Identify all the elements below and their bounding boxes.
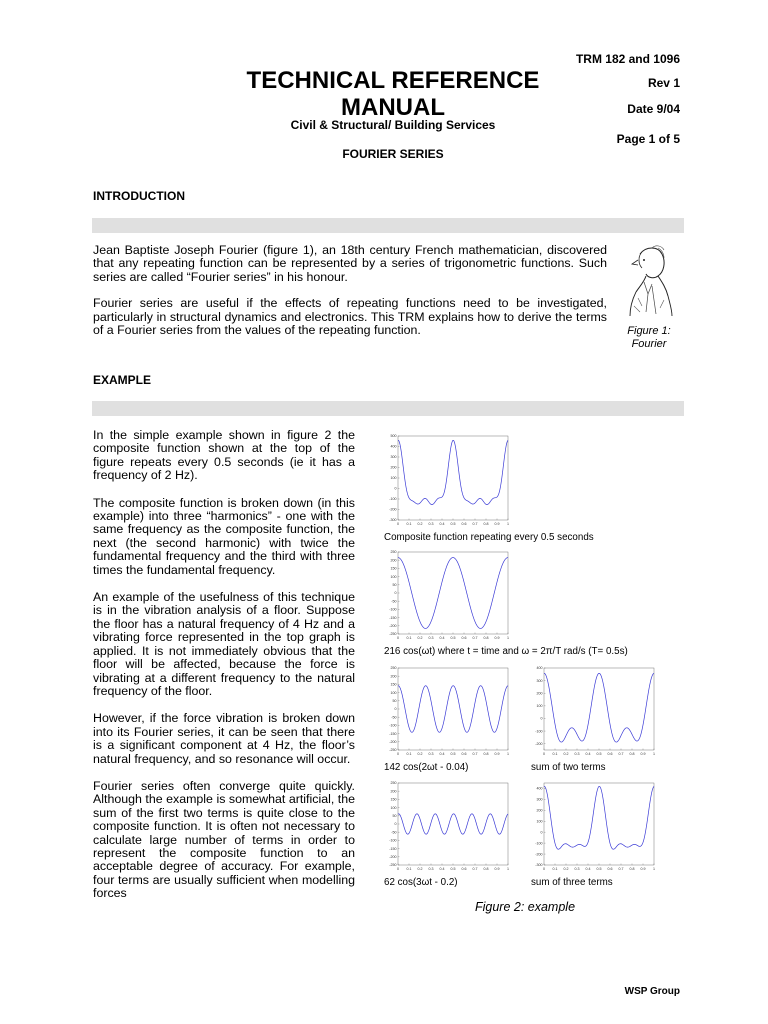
figure2-caption: Figure 2: example xyxy=(474,900,576,914)
x-tick-label: 0.2 xyxy=(417,522,423,526)
y-tick-label: 0 xyxy=(540,830,543,835)
x-tick-label: 1 xyxy=(507,636,509,640)
plot-frame xyxy=(398,436,508,520)
x-tick-label: 0.8 xyxy=(483,522,489,526)
y-tick-label: 250 xyxy=(390,781,397,786)
y-tick-label: 50 xyxy=(392,814,397,818)
x-tick-label: 0.5 xyxy=(450,636,456,640)
x-tick-label: 0 xyxy=(397,522,399,526)
y-tick-label: -300 xyxy=(535,863,543,868)
y-tick-label: -250 xyxy=(389,748,397,753)
plot-frame xyxy=(398,783,508,865)
revision: Rev 1 xyxy=(647,76,680,90)
intro-paragraph-1: Jean Baptiste Joseph Fourier (figure 1), an 18th century French mathematician, discovered that any repeating function can be represented by a series of trigonometric functions. Such series are called “Fourier series” in his honour. xyxy=(93,243,607,284)
y-tick-label: 50 xyxy=(392,699,397,703)
x-tick-label: 0.3 xyxy=(574,752,580,756)
document-title-line1: TECHNICAL REFERENCE xyxy=(246,67,540,94)
example-paragraph-2: The composite function is broken down (in this example) into three “harmonics” - one with the same frequency as the composite function, the next (the second harmonic) with twice the fundamental frequency and the third with three times the fundamental frequency. xyxy=(93,495,355,577)
series-line xyxy=(398,686,508,733)
x-tick-label: 0 xyxy=(397,636,399,640)
x-tick-label: 0.2 xyxy=(563,867,569,871)
x-tick-label: 0.6 xyxy=(461,752,467,756)
y-tick-label: 0 xyxy=(394,707,397,712)
y-tick-label: 150 xyxy=(390,566,397,571)
x-tick-label: 0.5 xyxy=(596,867,602,871)
y-tick-label: -250 xyxy=(389,863,397,868)
x-tick-label: 0 xyxy=(543,867,545,871)
y-tick-label: -200 xyxy=(389,740,397,744)
example-paragraph-3: An example of the usefulness of this technique is in the vibration analysis of a floor. Suppose the floor has a natural frequency of 4 Hz and a vibrating force represented in the top graph is applied. It is not immediately obvious that the floor will be affected, because the force is vibrating at a different frequency to the natural frequency of the floor. xyxy=(93,590,355,698)
document-topic: FOURIER SERIES xyxy=(342,147,444,161)
y-tick-label: 400 xyxy=(390,444,397,449)
y-tick-label: 250 xyxy=(390,666,397,671)
x-tick-label: 0.1 xyxy=(406,522,412,526)
plot-label-composite: Composite function repeating every 0.5 seconds xyxy=(384,532,594,543)
intro-text xyxy=(93,244,607,337)
y-tick-label: 400 xyxy=(536,786,543,791)
example-text xyxy=(93,429,355,901)
x-tick-label: 0.9 xyxy=(494,522,500,526)
y-tick-label: 150 xyxy=(390,797,397,802)
x-tick-label: 0.5 xyxy=(450,522,456,526)
y-tick-label: 300 xyxy=(536,797,543,802)
y-tick-label: 100 xyxy=(390,574,397,579)
x-tick-label: 0.9 xyxy=(494,752,500,756)
x-tick-label: 0.3 xyxy=(428,752,434,756)
plot-sum-three xyxy=(530,779,658,873)
example-paragraph-1: In the simple example shown in figure 2 the composite function shown at the top of the figure repeats every 0.5 seconds (ie it has a frequency of 2 Hz). xyxy=(93,428,355,483)
x-tick-label: 0.2 xyxy=(417,752,423,756)
y-tick-label: 150 xyxy=(390,682,397,687)
x-tick-label: 0.5 xyxy=(450,752,456,756)
intro-paragraph-2: Fourier series are useful if the effects of repeating functions need to be investigated, particularly in structural dynamics and electronics. This TRM explains how to derive the terms of a Fourier series from the values of the repeating function. xyxy=(93,296,607,338)
x-tick-label: 0.8 xyxy=(629,867,635,871)
x-tick-label: 0.1 xyxy=(406,636,412,640)
x-tick-label: 0.1 xyxy=(406,867,412,871)
y-tick-label: 500 xyxy=(390,434,397,439)
y-tick-label: 300 xyxy=(390,455,397,460)
x-tick-label: 0.8 xyxy=(483,636,489,640)
x-tick-label: 0.5 xyxy=(450,867,456,871)
x-tick-label: 0.6 xyxy=(607,867,613,871)
x-tick-label: 0.9 xyxy=(494,636,500,640)
y-tick-label: 100 xyxy=(390,476,397,481)
x-tick-label: 1 xyxy=(507,522,509,526)
y-tick-label: -50 xyxy=(391,715,397,720)
x-tick-label: 0.8 xyxy=(483,867,489,871)
figure1-caption-line2: Fourier xyxy=(631,338,667,350)
plot-label-harmonic-2: 142 cos(2ωt - 0.04) xyxy=(384,762,469,773)
x-tick-label: 0.7 xyxy=(618,867,624,871)
x-tick-label: 0.2 xyxy=(417,867,423,871)
x-tick-label: 0.4 xyxy=(439,636,445,640)
x-tick-label: 0.6 xyxy=(461,867,467,871)
y-tick-label: -200 xyxy=(389,624,397,628)
y-tick-label: -200 xyxy=(389,507,397,512)
series-line xyxy=(398,558,508,629)
x-tick-label: 0.4 xyxy=(585,867,591,871)
plot-sum-two xyxy=(530,664,658,758)
x-tick-label: 0.7 xyxy=(472,752,478,756)
x-tick-label: 0.8 xyxy=(629,752,635,756)
y-tick-label: 250 xyxy=(390,550,397,555)
x-tick-label: 0.3 xyxy=(428,522,434,526)
y-tick-label: -250 xyxy=(389,632,397,637)
x-tick-label: 1 xyxy=(653,752,655,756)
y-tick-label: 0 xyxy=(394,822,397,827)
x-tick-label: 1 xyxy=(507,752,509,756)
y-tick-label: -100 xyxy=(535,729,543,734)
plot-label-harmonic-1: 216 cos(ωt) where t = time and ω = 2π/T rad/s (T= 0.5s) xyxy=(384,646,628,657)
y-tick-label: -100 xyxy=(389,838,397,843)
x-tick-label: 0.1 xyxy=(406,752,412,756)
series-line xyxy=(544,673,654,742)
x-tick-label: 0.9 xyxy=(494,867,500,871)
example-paragraph-5: Fourier series often converge quite quickly. Although the example is somewhat artificial, the sum of the first two terms is quite close to the composite function. It is often not necessary to calculate large number of terms in order to represent the composite function to an acceptable degree of accuracy. For example, four terms are usually sufficient when modelling forces xyxy=(93,778,355,901)
x-tick-label: 0.6 xyxy=(461,636,467,640)
y-tick-label: -100 xyxy=(389,607,397,612)
series-line xyxy=(398,814,508,834)
y-tick-label: -100 xyxy=(389,497,397,502)
plot-harmonic-3 xyxy=(384,779,512,873)
x-tick-label: 0.4 xyxy=(439,752,445,756)
y-tick-label: -50 xyxy=(391,599,397,604)
x-tick-label: 0 xyxy=(543,752,545,756)
x-tick-label: 0.6 xyxy=(607,752,613,756)
plot-frame xyxy=(398,552,508,634)
y-tick-label: 200 xyxy=(390,558,397,563)
x-tick-label: 0.7 xyxy=(618,752,624,756)
y-tick-label: 50 xyxy=(392,583,397,587)
document-title-line2: MANUAL xyxy=(341,94,445,121)
y-tick-label: -100 xyxy=(535,841,543,846)
y-tick-label: 200 xyxy=(390,674,397,679)
x-tick-label: 0.4 xyxy=(439,522,445,526)
y-tick-label: -50 xyxy=(391,830,397,835)
x-tick-label: 0.7 xyxy=(472,636,478,640)
y-tick-label: 100 xyxy=(390,690,397,695)
section-divider xyxy=(92,401,684,416)
x-tick-label: 0.7 xyxy=(472,522,478,526)
date: Date 9/04 xyxy=(627,102,680,116)
x-tick-label: 0.3 xyxy=(428,636,434,640)
figure1-caption-line1: Figure 1: xyxy=(627,325,671,337)
y-tick-label: 400 xyxy=(536,666,543,671)
plot-label-sum-three: sum of three terms xyxy=(531,877,613,888)
y-tick-label: 300 xyxy=(536,678,543,683)
y-tick-label: -200 xyxy=(389,855,397,859)
y-tick-label: -150 xyxy=(389,731,397,736)
x-tick-label: 0.9 xyxy=(640,867,646,871)
x-tick-label: 0.9 xyxy=(640,752,646,756)
y-tick-label: 0 xyxy=(394,486,397,491)
trm-number: TRM 182 and 1096 xyxy=(575,52,680,66)
y-tick-label: 200 xyxy=(390,789,397,794)
section-heading-example: EXAMPLE xyxy=(93,373,152,387)
y-tick-label: 100 xyxy=(536,704,543,709)
x-tick-label: 0.3 xyxy=(428,867,434,871)
series-line xyxy=(544,786,654,849)
plot-frame xyxy=(544,668,654,750)
y-tick-label: 0 xyxy=(394,591,397,596)
x-tick-label: 0.2 xyxy=(417,636,423,640)
y-tick-label: -200 xyxy=(535,741,543,746)
page-number: Page 1 of 5 xyxy=(616,132,680,146)
x-tick-label: 0.7 xyxy=(472,867,478,871)
example-paragraph-4: However, if the force vibration is broken down into its Fourier series, it can be seen that there is a significant component at 4 Hz, the floor’s natural frequency, and so resonance will occur. xyxy=(93,711,355,766)
y-tick-label: -150 xyxy=(389,615,397,620)
section-heading-introduction: INTRODUCTION xyxy=(93,189,185,203)
y-tick-label: -100 xyxy=(389,723,397,728)
x-tick-label: 0.2 xyxy=(563,752,569,756)
plot-harmonic-1 xyxy=(384,548,512,642)
section-divider xyxy=(92,218,684,233)
fourier-portrait xyxy=(618,242,680,320)
y-tick-label: -150 xyxy=(389,846,397,851)
x-tick-label: 1 xyxy=(507,867,509,871)
plot-frame xyxy=(398,668,508,750)
x-tick-label: 0.1 xyxy=(552,752,558,756)
x-tick-label: 0.6 xyxy=(461,522,467,526)
x-tick-label: 0 xyxy=(397,867,399,871)
y-tick-label: 100 xyxy=(536,819,543,824)
plot-label-harmonic-3: 62 cos(3ωt - 0.2) xyxy=(384,877,458,888)
document-subtitle: Civil & Structural/ Building Services xyxy=(290,118,496,132)
y-tick-label: 200 xyxy=(536,691,543,696)
x-tick-label: 0.4 xyxy=(585,752,591,756)
footer-company: WSP Group xyxy=(624,986,680,997)
x-tick-label: 0.4 xyxy=(439,867,445,871)
plot-composite xyxy=(384,432,512,528)
plot-frame xyxy=(544,783,654,865)
x-tick-label: 1 xyxy=(653,867,655,871)
x-tick-label: 0.1 xyxy=(552,867,558,871)
y-tick-label: 200 xyxy=(536,808,543,813)
y-tick-label: -200 xyxy=(535,852,543,857)
series-line xyxy=(398,440,508,504)
x-tick-label: 0.8 xyxy=(483,752,489,756)
plot-label-sum-two: sum of two terms xyxy=(531,762,606,773)
x-tick-label: 0 xyxy=(397,752,399,756)
plot-harmonic-2 xyxy=(384,664,512,758)
y-tick-label: 200 xyxy=(390,465,397,470)
y-tick-label: -300 xyxy=(389,518,397,523)
y-tick-label: 0 xyxy=(540,716,543,721)
x-tick-label: 0.5 xyxy=(596,752,602,756)
x-tick-label: 0.3 xyxy=(574,867,580,871)
y-tick-label: 100 xyxy=(390,805,397,810)
figure1-caption xyxy=(614,325,684,351)
